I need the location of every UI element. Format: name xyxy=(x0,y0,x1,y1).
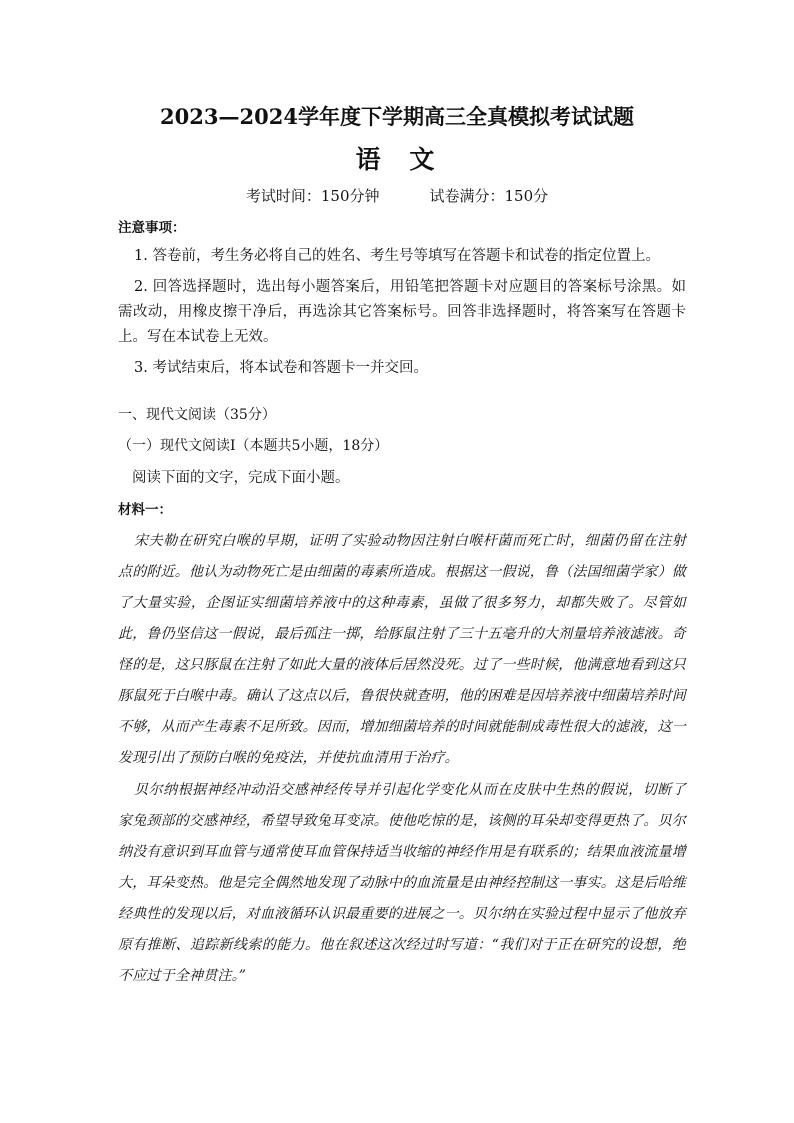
subsection-heading: （一）现代文阅读Ⅰ（本题共5小题，18分） xyxy=(118,438,389,454)
material-paragraph: 贝尔纳根据神经冲动沿交感神经传导并引起化学变化从而在皮肤中生热的假说，切断了家兔颈部的交感神经，希望导致兔耳变凉。使他吃惊的是，该侧的耳朵却变得更热了。贝尔纳没有意识到耳血管与通常使耳血管保持适当收缩的神经作用是有联系的；结果血液流量增大，耳朵变热。他是完全偶然地发现了动脉中的血流量是由神经控制这一事实。这是后哈维经典性的发现以后，对血液循环认识最重要的进展之一。贝尔纳在实验过程中显示了他放弃原有推断、追踪新线索的能力。他在叙述这次经过时写道：“我们对于正在研究的设想，绝不应过于全神贯注。” xyxy=(118,782,686,984)
notice-item: 3. 考试结束后，将本试卷和答题卡一并交回。 xyxy=(134,360,428,376)
exam-title: 2023—2024学年度下学期高三全真模拟考试试题 xyxy=(160,104,634,129)
subject-title: 语 文 xyxy=(355,145,445,174)
section-heading: 一、现代文阅读（35分） xyxy=(118,407,276,423)
reading-instruction: 阅读下面的文字，完成下面小题。 xyxy=(132,470,350,486)
material-paragraph: 宋夫勒在研究白喉的早期，证明了实验动物因注射白喉杆菌而死亡时，细菌仍留在注射点的附近。他认为动物死亡是由细菌的毒素所造成。根据这一假说，鲁（法国细菌学家）做了大量实验，企图证实细菌培养液中的这种毒素，虽做了很多努力，却都失败了。尽管如此，鲁仍坚信这一假说，最后孤注一掷，给豚鼠注射了三十五毫升的大剂量培养液滤液。奇怪的是，这只豚鼠在注射了如此大量的液体后居然没死。过了一些时候，他满意地看到这只豚鼠死于白喉中毒。确认了这点以后，鲁很快就查明，他的困难是因培养液中细菌培养时间不够，从而产生毒素不足所致。因而，增加细菌培养的时间就能制成毒性很大的滤液，这一发现引出了预防白喉的免疫法，并使抗血清用于治疗。 xyxy=(118,533,686,766)
notice-item: 2. 回答选择题时，选出每小题答案后，用铅笔把答题卡对应题目的答案标号涂黑。如需改动，用橡皮擦干净后，再选涂其它答案标号。回答非选择题时，将答案写在答题卡上。写在本试卷上无效。 xyxy=(118,279,686,345)
notice-heading: 注意事项： xyxy=(118,220,186,236)
notice-item: 1. 答卷前，考生务必将自己的姓名、考生号等填写在答题卡和试卷的指定位置上。 xyxy=(134,248,660,264)
exam-info-line xyxy=(0,185,794,206)
notice-list xyxy=(118,244,686,387)
exam-time: 考试时间：150分钟 xyxy=(245,187,380,205)
material-label: 材料一： xyxy=(118,502,172,518)
full-score: 试卷满分：150分 xyxy=(429,187,549,205)
